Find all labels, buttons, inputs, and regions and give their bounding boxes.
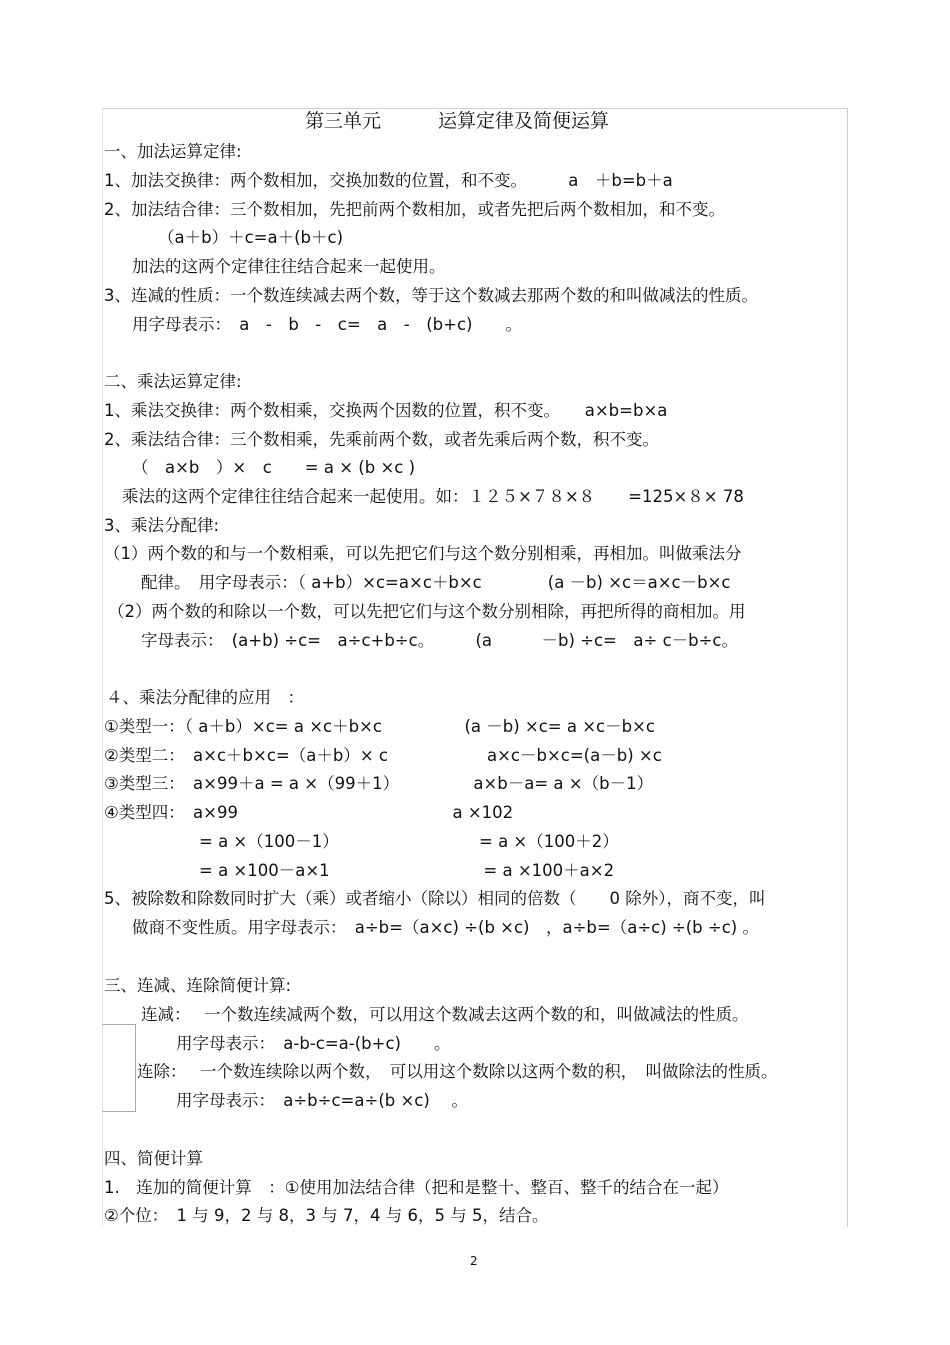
type-line: = a ×100－a×1 = a ×100＋a×2: [199, 861, 615, 880]
text-line: 乘法的这两个定律往往结合起来一起使用。如：１２５×７８×８ =125×８× 78: [122, 487, 744, 506]
text-line: 1、加法交换律：两个数相加，交换加数的位置，和不变。 a ＋b=b＋a: [104, 171, 673, 190]
page-number: 2: [470, 1254, 478, 1268]
formula-line: 用字母表示： a-b-c=a-(b+c) 。: [176, 1034, 451, 1053]
formula-line: 字母表示： (a+b) ÷c= a÷c+b÷c。 (a －b) ÷c= a÷ c－b÷c。: [141, 631, 739, 650]
formula-line: 用字母表示： a÷b÷c=a÷(b ×c) 。: [176, 1091, 469, 1110]
section-heading-consecutive: 三、连减、连除简便计算:: [104, 976, 292, 995]
text-line: ②个位： 1 与 9，2 与 8，3 与 7，4 与 6，5 与 5，结合。: [104, 1206, 549, 1225]
text-line: （1）两个数的和与一个数相乘，可以先把它们与这个数分别相乘，再相加。叫做乘法分: [104, 544, 742, 563]
formula-line: 配律。 用字母表示：（ a+b）×c=a×c＋b×c (a －b) ×c＝a×c－b×c: [141, 573, 731, 592]
text-line: 2、加法结合律：三个数相加，先把前两个数相加，或者先把后两个数相加，和不变。: [104, 200, 725, 219]
text-line: 3、乘法分配律:: [104, 516, 220, 535]
type-line: ①类型一：（ a＋b）×c= a ×c＋b×c (a －b) ×c= a ×c－b×c: [104, 717, 656, 736]
text-line: 2、乘法结合律：三个数相乘，先乘前两个数，或者先乘后两个数，积不变。: [104, 430, 659, 449]
formula-line: （a＋b）＋c=a＋(b＋c): [158, 228, 344, 247]
text-line: 连除： 一个数连续除以两个数， 可以用这个数除以这两个数的积， 叫做除法的性质。: [137, 1062, 778, 1081]
type-line: = a ×（100－1） = a ×（100＋2）: [199, 832, 619, 851]
section-heading-addition: 一、加法运算定律:: [104, 142, 242, 161]
type-line: ④类型四： a×99 a ×102: [104, 803, 514, 822]
text-line: （2）两个数的和除以一个数，可以先把它们与这个数分别相除，再把所得的商相加。用: [108, 602, 746, 621]
section-heading-simplified: 四、简便计算: [104, 1149, 203, 1168]
text-line: 3、连减的性质：一个数连续减去两个数，等于这个数减去那两个数的和叫做减法的性质。: [104, 286, 758, 305]
text-line: 1、乘法交换律：两个数相乘，交换两个因数的位置，积不变。 a×b=b×a: [104, 401, 668, 420]
formula-line: （ a×b ）× c = a × (b ×c ): [132, 458, 416, 477]
type-line: ③类型三： a×99＋a = a ×（99＋1） a×b－a= a ×（b－1）: [104, 774, 654, 793]
text-line: 加法的这两个定律往往结合起来一起使用。: [132, 257, 446, 276]
text-line: 5、被除数和除数同时扩大（乘）或者缩小（除以）相同的倍数（ 0 除外），商不变，叫: [104, 889, 766, 908]
bracket-box: [102, 1024, 136, 1112]
formula-line: 做商不变性质。用字母表示： a÷b=（a×c) ÷(b ×c) ，a÷b=（a÷c) ÷(b ÷c) 。: [132, 918, 759, 937]
section-heading-distributive: ４、乘法分配律的应用 ：: [106, 688, 304, 707]
text-line: 1. 连加的简便计算 ：①使用加法结合律（把和是整十、整百、整千的结合在一起）: [104, 1178, 729, 1197]
section-heading-multiplication: 二、乘法运算定律:: [104, 372, 242, 391]
page-title: 第三单元 运算定律及简便运算: [305, 110, 610, 132]
formula-line: 用字母表示： a - b - c= a - (b+c) 。: [132, 315, 522, 334]
type-line: ②类型二： a×c＋b×c=（a＋b）× c a×c－b×c=(a－b) ×c: [104, 746, 662, 765]
text-line: 连减： 一个数连续减两个数，可以用这个数减去这两个数的和，叫做减法的性质。: [141, 1005, 749, 1024]
